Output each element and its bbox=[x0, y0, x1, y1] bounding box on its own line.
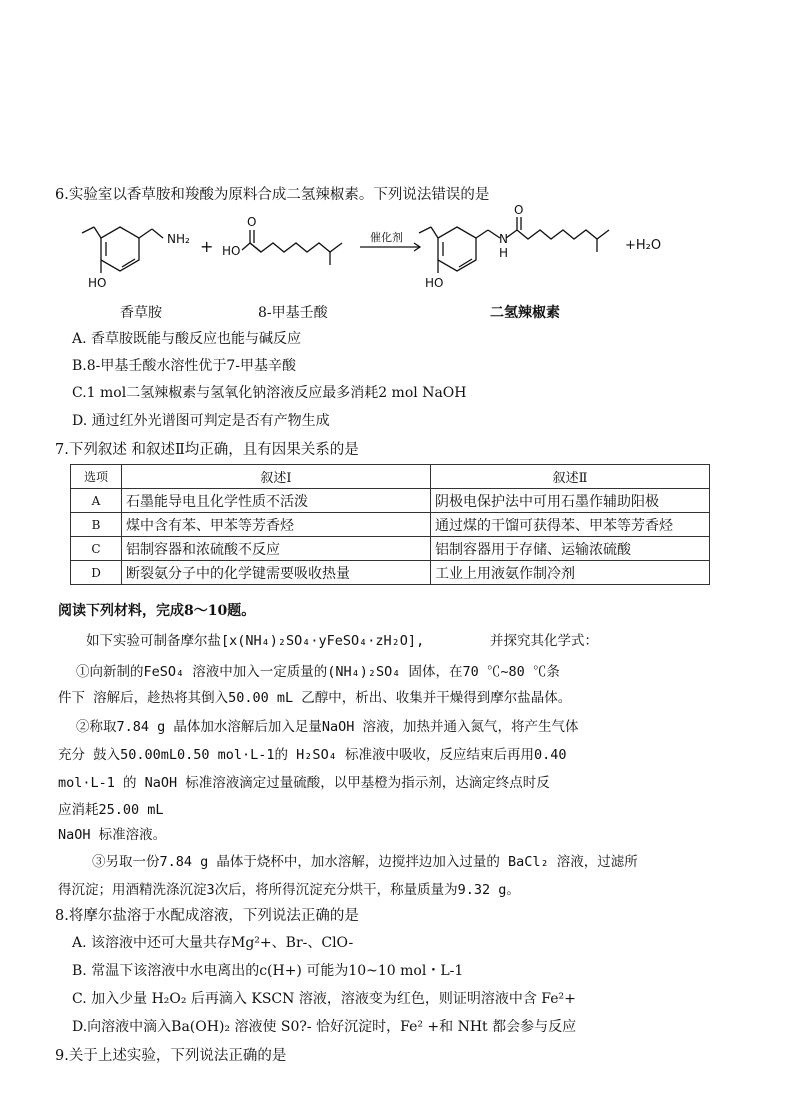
para2-line1: ②称取7.84 g 晶体加水溶解后加入足量NaOH 溶液，加热并通入氮气，将产生气体 bbox=[76, 719, 579, 735]
para3-line1: ③另取一份7.84 g 晶体于烧杯中，加水溶解，边搅拌边加入过量的 BaCl₂ 溶液，过滤所 bbox=[92, 854, 638, 870]
ho-label-1: HO bbox=[88, 276, 107, 290]
acid-ho-label: HO bbox=[222, 244, 241, 258]
methylnonanoic-acid-label: 8-甲基壬酸 bbox=[258, 305, 328, 321]
para2-line4: 应消耗25.00 mL bbox=[58, 802, 164, 818]
q8-option-b: B. 常温下该溶液中水电离出的c(H+) 可能为10~10 mol・L-1 bbox=[72, 963, 464, 979]
q6-option-a: A. 香草胺既能与酸反应也能与碱反应 bbox=[72, 331, 302, 347]
q6-option-d: D. 通过红外光谱图可判定是否有产物生成 bbox=[72, 413, 330, 429]
row-statement-1: 断裂氨分子中的化学键需要吸收热量 bbox=[122, 561, 431, 585]
row-statement-2: 工业上用液氨作制冷剂 bbox=[431, 561, 710, 585]
material-intro-b: 并探究其化学式： bbox=[490, 633, 598, 649]
row-letter: A bbox=[71, 489, 122, 513]
row-statement-2: 铝制容器用于存储、运输浓硫酸 bbox=[431, 537, 710, 561]
table-row bbox=[71, 537, 710, 561]
vanillylamine-ring bbox=[101, 227, 139, 271]
row-statement-1: 石墨能导电且化学性质不活泼 bbox=[122, 489, 431, 513]
q6-stem: 6.实验室以香草胺和羧酸为原料合成二氢辣椒素。下列说法错误的是 bbox=[55, 187, 490, 203]
para1-line1: ①向新制的FeSO₄ 溶液中加入一定质量的(NH₄)₂SO₄ 固体，在70 ℃~80 ℃条 bbox=[76, 664, 560, 680]
product-ring bbox=[438, 227, 476, 271]
vanillylamine-label: 香草胺 bbox=[120, 305, 162, 321]
nh2-label: NH₂ bbox=[167, 232, 190, 246]
water-label: +H₂O bbox=[625, 238, 662, 253]
row-letter: C bbox=[71, 537, 122, 561]
ho-label-2: HO bbox=[425, 276, 444, 290]
para2-line2: 充分 鼓入50.00mL0.50 mol·L-1的 H₂SO₄ 标准液中吸收，反应结束后再用0.40 bbox=[58, 747, 567, 763]
q6-option-b: B.8-甲基壬酸水溶性优于7-甲基辛酸 bbox=[72, 358, 297, 374]
para1-line2: 件下 溶解后，趁热将其倒入50.00 mL 乙醇中，析出、收集并干燥得到摩尔盐晶体。 bbox=[58, 690, 572, 706]
table-header-row bbox=[71, 465, 710, 489]
row-statement-2: 阴极电保护法中可用石墨作辅助阳极 bbox=[431, 489, 710, 513]
q8-option-a: A. 该溶液中还可大量共存Mg²+、Br-、ClO- bbox=[72, 935, 354, 951]
q6-option-c: C.1 mol二氢辣椒素与氢氧化钠溶液反应最多消耗2 mol NaOH bbox=[72, 385, 467, 401]
header-statement-2: 叙述Ⅱ bbox=[431, 465, 710, 489]
row-letter: B bbox=[71, 513, 122, 537]
para2-line3: mol·L-1 的 NaOH 标准溶液滴定过量硫酸，以甲基橙为指示剂，达滴定终点时反 bbox=[58, 775, 550, 791]
table-row bbox=[71, 561, 710, 585]
reaction-scheme bbox=[70, 205, 670, 297]
dihydrocapsaicin-label: 二氢辣椒素 bbox=[490, 305, 560, 321]
row-statement-1: 煤中含有苯、甲苯等芳香烃 bbox=[122, 513, 431, 537]
row-letter: D bbox=[71, 561, 122, 585]
header-option: 选项 bbox=[71, 465, 122, 489]
material-heading: 阅读下列材料，完成8～10题。 bbox=[58, 603, 256, 619]
row-statement-2: 通过煤的干馏可获得苯、甲苯等芳香烃 bbox=[431, 513, 710, 537]
catalyst-label: 催化剂 bbox=[370, 231, 403, 244]
table-row bbox=[71, 513, 710, 537]
table-row bbox=[71, 489, 710, 513]
q8-option-d: D.向溶液中滴入Ba(OH)₂ 溶液使 S0?- 恰好沉淀时，Fe² +和 NHt 都会参与反应 bbox=[72, 1019, 577, 1035]
amide-o-label: O bbox=[514, 205, 524, 217]
plus-sign: + bbox=[200, 237, 214, 256]
amide-n-label: N bbox=[499, 232, 508, 246]
amide-h-label: H bbox=[499, 246, 509, 260]
q8-option-c: C. 加入少量 H₂O₂ 后再滴入 KSCN 溶液，溶液变为红色，则证明溶液中含 Fe²+ bbox=[72, 991, 576, 1007]
q8-stem: 8.将摩尔盐溶于水配成溶液，下列说法正确的是 bbox=[55, 908, 359, 924]
row-statement-1: 铝制容器和浓硫酸不反应 bbox=[122, 537, 431, 561]
q7-table bbox=[70, 464, 710, 585]
q7-stem: 7.下列叙述 和叙述Ⅱ均正确，且有因果关系的是 bbox=[55, 442, 359, 458]
q9-stem: 9.关于上述实验，下列说法正确的是 bbox=[55, 1048, 287, 1064]
para2-line5: NaOH 标准溶液。 bbox=[58, 827, 167, 843]
header-statement-1: 叙述I bbox=[122, 465, 431, 489]
para3-line2: 得沉淀；用酒精洗涤沉淀3次后，将所得沉淀充分烘干，称量质量为9.32 g。 bbox=[58, 882, 520, 898]
acid-o-label: O bbox=[247, 215, 257, 229]
material-intro-a: 如下实验可制备摩尔盐[x(NH₄)₂SO₄·yFeSO₄·zH₂O], bbox=[86, 633, 425, 649]
